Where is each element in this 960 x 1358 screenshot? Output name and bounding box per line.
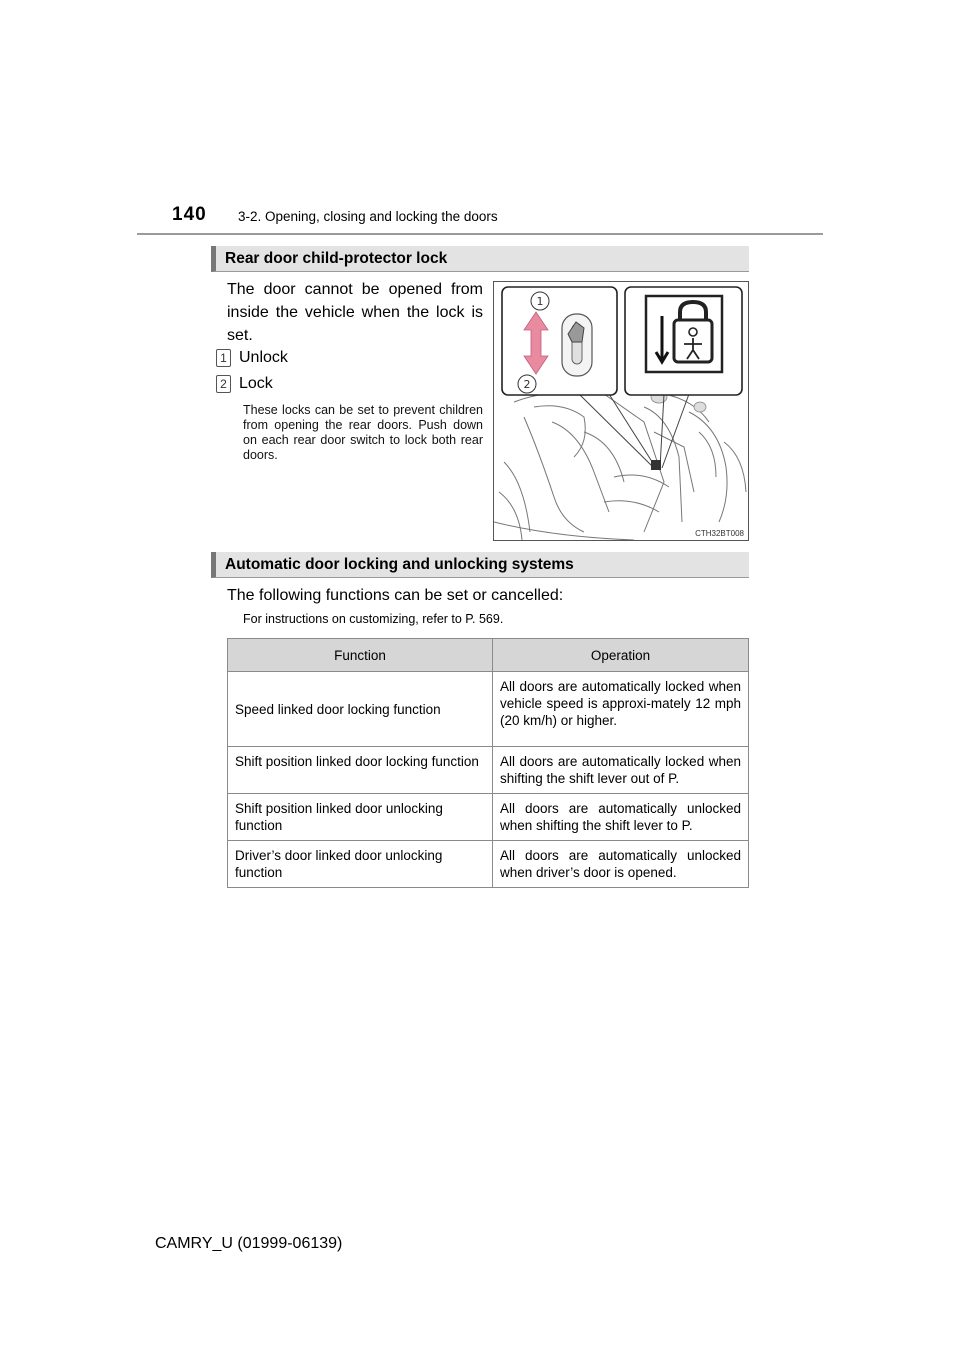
figure-code: CTH32BT008 [695,529,744,538]
number-badge: 2 [216,375,231,393]
table-row [228,794,749,841]
child-lock-intro: The door cannot be opened from inside the vehicle when the lock is set. [227,281,483,344]
function-cell: Shift position linked door unlocking function [228,794,493,841]
section-header-child-lock: Rear door child-protector lock [211,246,749,272]
legend-label: Unlock [239,349,288,366]
callout-1-label: 1 [536,295,544,308]
section-path: 3-2. Opening, closing and locking the doors [238,209,498,224]
header-rule [137,233,823,235]
child-lock-figure [493,281,749,541]
auto-lock-intro: The following functions can be set or cancelled: [227,587,564,604]
child-lock-note: These locks can be set to prevent children from opening the rear doors. Push down on each rear door switch to lock both rear doors. [243,403,483,462]
table-row [228,747,749,794]
operation-cell: All doors are automatically locked when shifting the shift lever out of P. [493,747,749,794]
section-header-auto-lock: Automatic door locking and unlocking systems [211,552,749,578]
customize-note: For instructions on customizing, refer to P. 569. [243,612,504,626]
function-table [227,638,749,888]
page-number: 140 [172,204,207,225]
column-header-operation: Operation [493,639,749,672]
operation-cell: All doors are automatically unlocked when driver’s door is opened. [493,841,749,888]
column-header-function: Function [228,639,493,672]
callout-2-label: 2 [523,378,531,391]
function-cell: Driver’s door linked door unlocking function [228,841,493,888]
legend-label: Lock [239,375,273,392]
function-cell: Shift position linked door locking function [228,747,493,794]
number-badge: 1 [216,349,231,367]
table-header-row [228,639,749,672]
operation-cell: All doors are automatically locked when vehicle speed is approxi-mately 12 mph (20 km/h) or higher. [493,672,749,747]
table-row [228,841,749,888]
footer-model-code: CAMRY_U (01999-06139) [155,1235,343,1252]
table-row [228,672,749,747]
legend-item-lock [216,374,273,394]
operation-cell: All doors are automatically unlocked when shifting the shift lever to P. [493,794,749,841]
legend-item-unlock [216,348,288,368]
door-illustration [494,282,749,541]
function-cell: Speed linked door locking function [228,672,493,747]
